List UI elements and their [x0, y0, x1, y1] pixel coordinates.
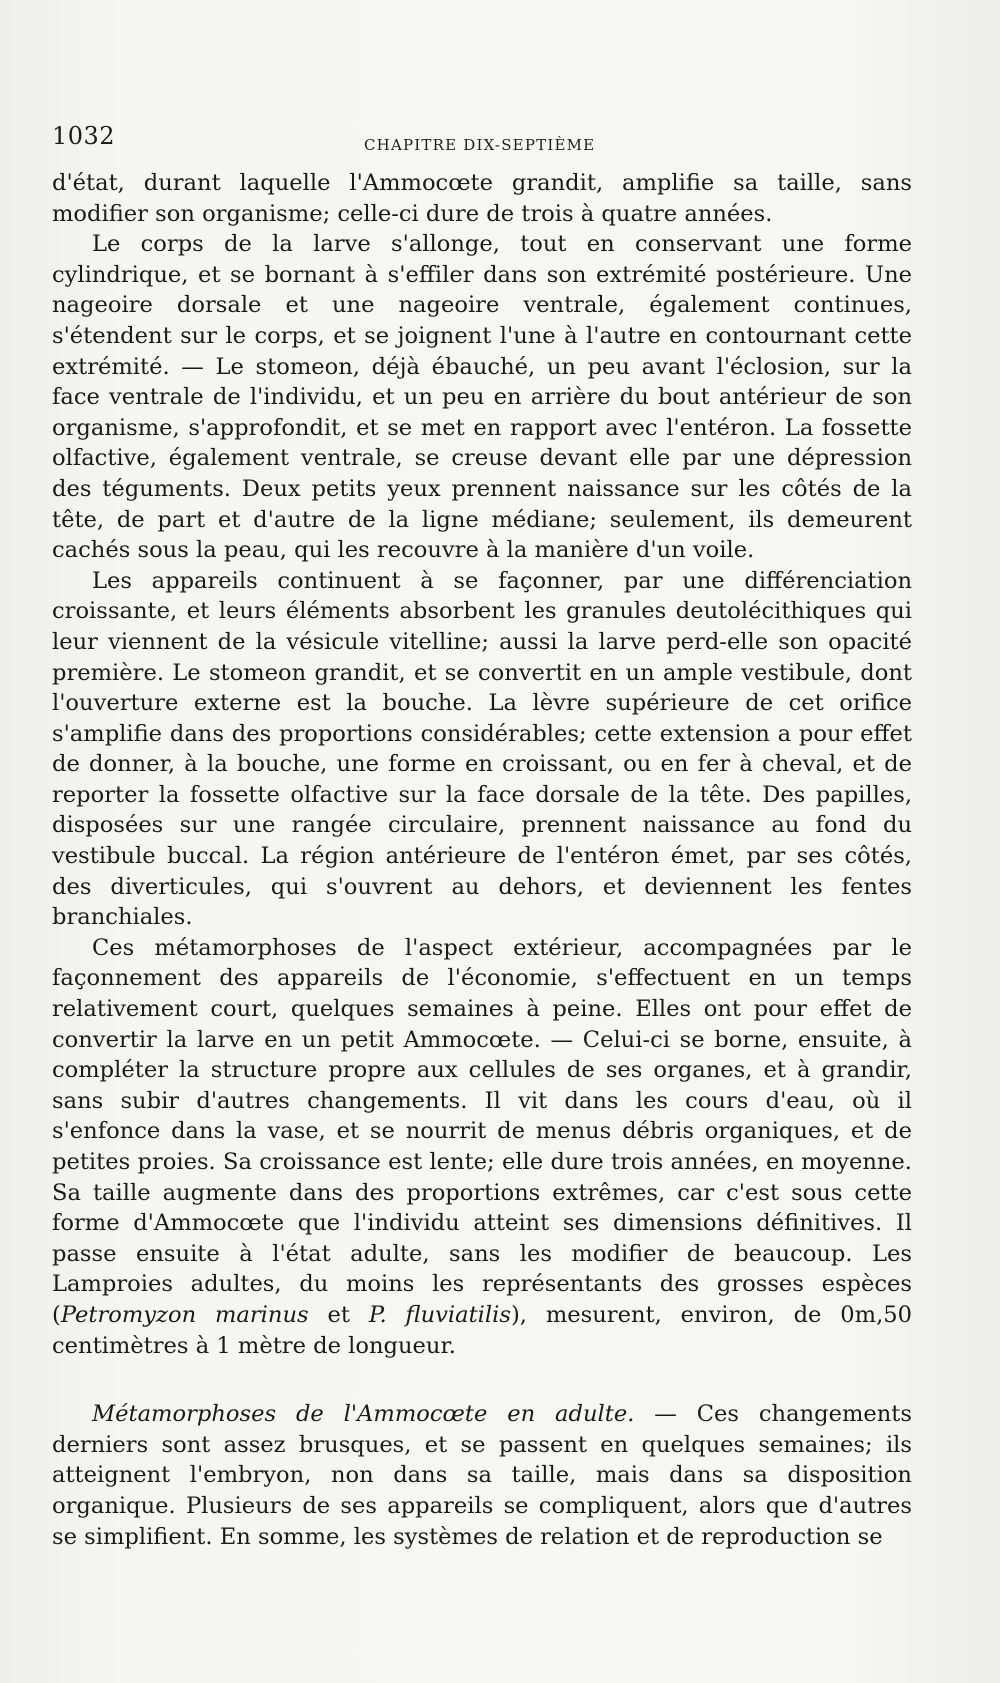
section-heading: Métamorphoses de l'Ammocœte en adulte.: [92, 1401, 635, 1428]
page-header: [52, 122, 912, 156]
body-text: [52, 168, 912, 1552]
running-head: CHAPITRE DIX-SEPTIÈME: [364, 136, 596, 154]
paragraph-5: [52, 1399, 912, 1552]
paragraph-3: Les appareils continuent à se façonner, par une différenciation croissante, et leurs éléments absorbent les granules deutolécithiques qui leur viennent de la vésicule vitelline; aussi la larve perd-elle son opacité première. Le stomeon grandit, et se convertit en un ample vestibule, dont l'ouverture externe est la bouche. La lèvre supérieure de cet orifice s'amplifie dans des proportions considérables; cette extension a pour effet de donner, à la bouche, une forme en croissant, ou en fer à cheval, et de reporter la fossette olfactive sur la face dorsale de la tête. Des papilles, disposées sur une rangée circulaire, prennent naissance au fond du vestibule buccal. La région antérieure de l'entéron émet, par ses côtés, des diverticules, qui s'ouvrent au dehors, et deviennent les fentes branchiales.: [52, 567, 912, 931]
paragraph-2: Le corps de la larve s'allonge, tout en conservant une forme cylindrique, et se bornant à s'effiler dans son extrémité postérieure. Une nageoire dorsale et une nageoire ventrale, également continues, s'étendent sur le corps, et se joignent l'une à l'autre en contournant cette extrémité. — Le stomeon, déjà ébauché, un peu avant l'éclosion, sur la face ventrale de l'individu, et un peu en arrière du bout antérieur de son organisme, s'approfondit, et se met en rapport avec l'entéron. La fossette olfactive, également ventrale, se creuse devant elle par une dépression des téguments. Deux petits yeux prennent naissance sur les côtés de la tête, de part et d'autre de la ligne médiane; seulement, ils demeurent cachés sous la peau, qui les recouvre à la manière d'un voile.: [52, 231, 912, 564]
species-name-1: Petromyzon marinus: [60, 1301, 309, 1328]
species-conjunction: et: [308, 1301, 369, 1328]
paragraph-5-text: — Ces changements derniers sont assez brusques, et se passent en quelques semaines; ils atteignent l'embryon, non dans sa taille, mais dans sa disposition organique. Plusieurs de ses appareils se compliquent, alors que d'autres se simplifient. En somme, les systèmes de relation et de reproduction se: [52, 1401, 912, 1550]
page-number: 1032: [52, 122, 116, 150]
paragraph-1: d'état, durant laquelle l'Ammocœte grandit, amplifie sa taille, sans modifier son organisme; celle-ci dure de trois à quatre années.: [52, 170, 912, 227]
paren-open: (: [52, 1301, 61, 1328]
paragraph-4-text: Ces métamorphoses de l'aspect extérieur, accompagnées par le façonnement des appareils de l'économie, s'effectuent en un temps relativement court, quelques semaines à peine. Elles ont pour effet de convertir la larve en un petit Ammocœte. — Celui-ci se borne, ensuite, à compléter la structure propre aux cellules de ses organes, et à grandir, sans subir d'autres changements. Il vit dans les cours d'eau, où il s'enfonce dans la vase, et se nourrit de menus débris organiques, et de petites proies. Sa croissance est lente; elle dure trois années, en moyenne. Sa taille augmente dans des proportions extrêmes, car c'est sous cette forme d'Ammocœte que l'individu atteint ses dimensions définitives. Il passe ensuite à l'état adulte, sans les modifier de beaucoup. Les Lamproies adultes, du moins les représentants des grosses espèces: [52, 934, 912, 1298]
paragraph-4-end: ), mesurent, environ, de 0m,50 centimètres à 1 mètre de longueur.: [52, 1301, 913, 1359]
paragraph-4: [52, 933, 912, 1361]
species-name-2: P. fluviatilis: [368, 1301, 511, 1328]
